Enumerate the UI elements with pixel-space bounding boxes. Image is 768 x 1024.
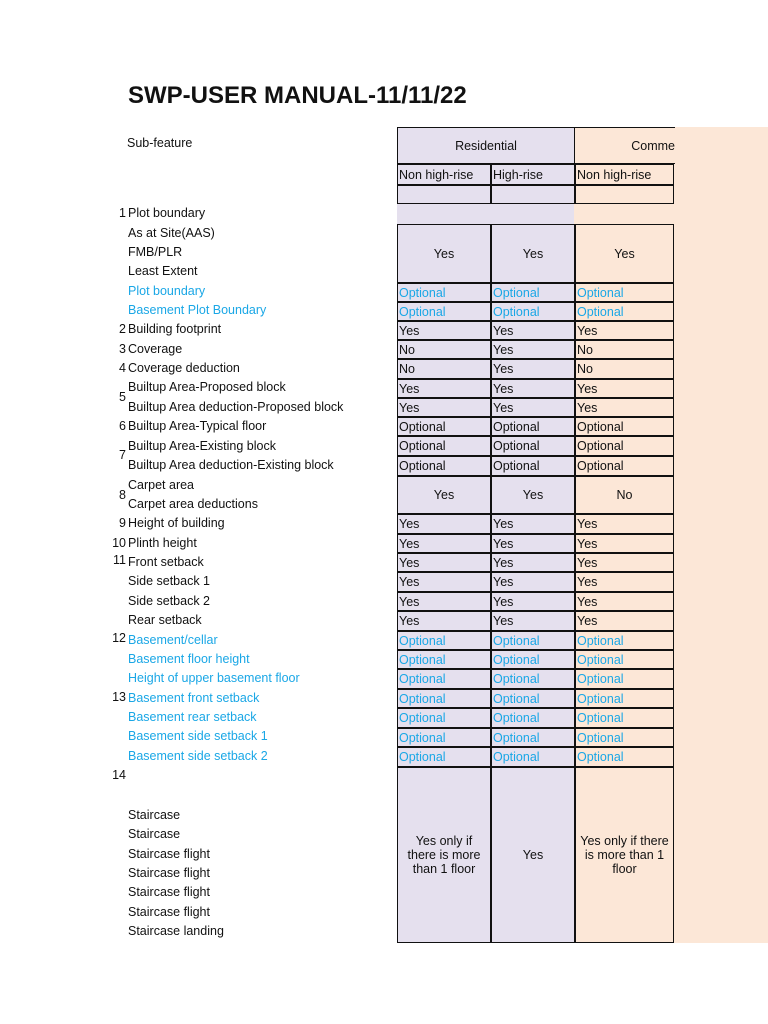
table-cell: Yes [491,379,575,398]
table-cell: Optional [491,669,575,689]
row-number: 8 [119,488,126,502]
row-number: 12 [112,631,126,645]
table-cell: Optional [491,456,575,476]
subfeature-label: Basement/cellar [128,633,218,647]
table-cell: Optional [575,747,674,767]
row-number: 2 [119,322,126,336]
subfeature-label: Carpet area deductions [128,497,258,511]
table-cell: Optional [397,669,491,689]
table-cell: Optional [575,302,674,321]
subfeature-label: Height of building [128,516,225,530]
row-number: 4 [119,361,126,375]
subfeature-label: Coverage deduction [128,361,240,375]
table-cell: Yes [491,534,575,553]
row-number: 3 [119,342,126,356]
row-number: 14 [112,768,126,782]
table-cell: Yes [491,514,575,534]
table-cell: Yes only if there is more than 1 floor [575,767,674,943]
table-cell: Optional [575,456,674,476]
table-cell: Yes [397,224,491,283]
subfeature-label: Side setback 2 [128,594,210,608]
table-cell: Yes [575,592,674,611]
subfeature-label: Builtup Area deduction-Existing block [128,458,334,472]
table-cell: Optional [491,747,575,767]
table-cell: Optional [575,631,674,650]
residential-header: Residential [397,127,575,164]
subfeature-label: Basement side setback 2 [128,749,268,763]
table-cell: Yes [397,611,491,631]
table-cell: Yes [491,767,575,943]
table-cell: No [575,359,674,379]
spacer-cell [491,185,575,204]
table-cell: Yes [491,321,575,340]
subfeature-label: Coverage [128,342,183,356]
subfeature-label: Basement floor height [128,652,250,666]
table-cell: Yes [575,553,674,572]
subfeature-label: Builtup Area deduction-Proposed block [128,400,344,414]
table-cell: Yes [575,534,674,553]
table-cell: Yes [491,359,575,379]
table-cell: Optional [397,302,491,321]
row-number: 11 [113,553,126,567]
commercial-header: Comme [574,127,675,164]
subfeature-label: Plot boundary [128,284,206,298]
table-cell: Yes [397,514,491,534]
table-cell: Yes [397,476,491,514]
row-number: 9 [119,516,126,530]
table-cell: Optional [575,689,674,708]
table-cell: Yes [397,592,491,611]
table-cell: No [397,359,491,379]
subfeature-label: Builtup Area-Typical floor [128,419,267,433]
table-cell: Optional [491,417,575,436]
table-cell: Optional [397,436,491,456]
subheader-cell: High-rise [491,164,575,185]
table-cell: No [575,476,674,514]
row-number: 5 [119,390,126,404]
subfeature-label: Basement side setback 1 [128,729,268,743]
table-cell: Optional [491,728,575,747]
table-cell: Yes [491,224,575,283]
table-cell: Yes [397,398,491,417]
table-cell: Optional [397,689,491,708]
table-cell: Yes [575,611,674,631]
subfeature-label: FMB/PLR [128,245,183,259]
row-number: 10 [112,536,126,550]
table-cell: Yes [397,534,491,553]
subheader-cell: Non high-rise [575,164,674,185]
table-cell: Optional [491,708,575,728]
table-cell: No [397,340,491,359]
subfeature-label: Staircase flight [128,866,210,880]
subfeature-label: Least Extent [128,264,198,278]
table-cell: Optional [397,456,491,476]
table-cell: Yes [491,398,575,417]
subfeature-label: Basement Plot Boundary [128,303,267,317]
table-cell: Yes [491,572,575,592]
subfeature-label: Staircase landing [128,924,224,938]
table-cell: Optional [491,283,575,302]
subfeature-label: Builtup Area-Proposed block [128,380,286,394]
spacer-cell [575,185,674,204]
page-title: SWP-USER MANUAL-11/11/22 [128,82,467,109]
table-cell: Optional [575,650,674,669]
subfeature-header: Sub-feature [127,136,193,150]
subfeature-label: As at Site(AAS) [128,226,215,240]
table-cell: Yes [575,572,674,592]
table-cell: Optional [397,283,491,302]
table-cell: Optional [575,283,674,302]
subfeature-label: Side setback 1 [128,574,210,588]
table-cell: Optional [397,417,491,436]
table-cell: Yes [491,340,575,359]
table-cell: Yes [491,553,575,572]
table-cell: Optional [491,650,575,669]
table-cell: Yes [397,379,491,398]
subfeature-label: Staircase flight [128,905,210,919]
subfeature-label: Basement front setback [128,691,260,705]
subfeature-label: Builtup Area-Existing block [128,439,276,453]
table-cell: Optional [575,708,674,728]
subfeature-label: Front setback [128,555,204,569]
subfeature-label: Height of upper basement floor [128,671,300,685]
table-cell: Yes [575,398,674,417]
table-cell: No [575,340,674,359]
table-cell: Yes [575,321,674,340]
subfeature-label: Rear setback [128,613,202,627]
table-cell: Yes [491,611,575,631]
table-cell: Optional [397,747,491,767]
table-cell: Optional [397,708,491,728]
table-cell: Optional [575,728,674,747]
table-cell: Yes [397,553,491,572]
subfeature-label: Staircase flight [128,885,210,899]
table-cell: Optional [575,436,674,456]
subfeature-label: Basement rear setback [128,710,257,724]
table-cell: Yes only if there is more than 1 floor [397,767,491,943]
table-cell: Optional [491,631,575,650]
table-cell: Optional [397,631,491,650]
subheader-cell: Non high-rise [397,164,491,185]
row-number: 7 [119,448,126,462]
table-cell: Optional [397,650,491,669]
row-number: 6 [119,419,126,433]
table-cell: Optional [491,302,575,321]
subfeature-label: Plinth height [128,536,197,550]
table-cell: Optional [491,436,575,456]
table-cell: Yes [491,592,575,611]
table-cell: Yes [397,572,491,592]
subfeature-label: Staircase [128,827,181,841]
subfeature-label: Building footprint [128,322,222,336]
row-number: 1 [119,206,126,220]
subfeature-label: Carpet area [128,478,195,492]
table-cell: Optional [397,728,491,747]
subfeature-label: Staircase [128,808,181,822]
spacer-cell [397,185,491,204]
table-cell: Yes [491,476,575,514]
row-number: 13 [112,690,126,704]
table-cell: Yes [575,379,674,398]
table-cell: Optional [575,417,674,436]
table-cell: Optional [491,689,575,708]
table-cell: Yes [575,514,674,534]
subfeature-label: Staircase flight [128,847,210,861]
table-cell: Yes [397,321,491,340]
table-cell: Yes [575,224,674,283]
subfeature-label: Plot boundary [128,206,206,220]
table-cell: Optional [575,669,674,689]
